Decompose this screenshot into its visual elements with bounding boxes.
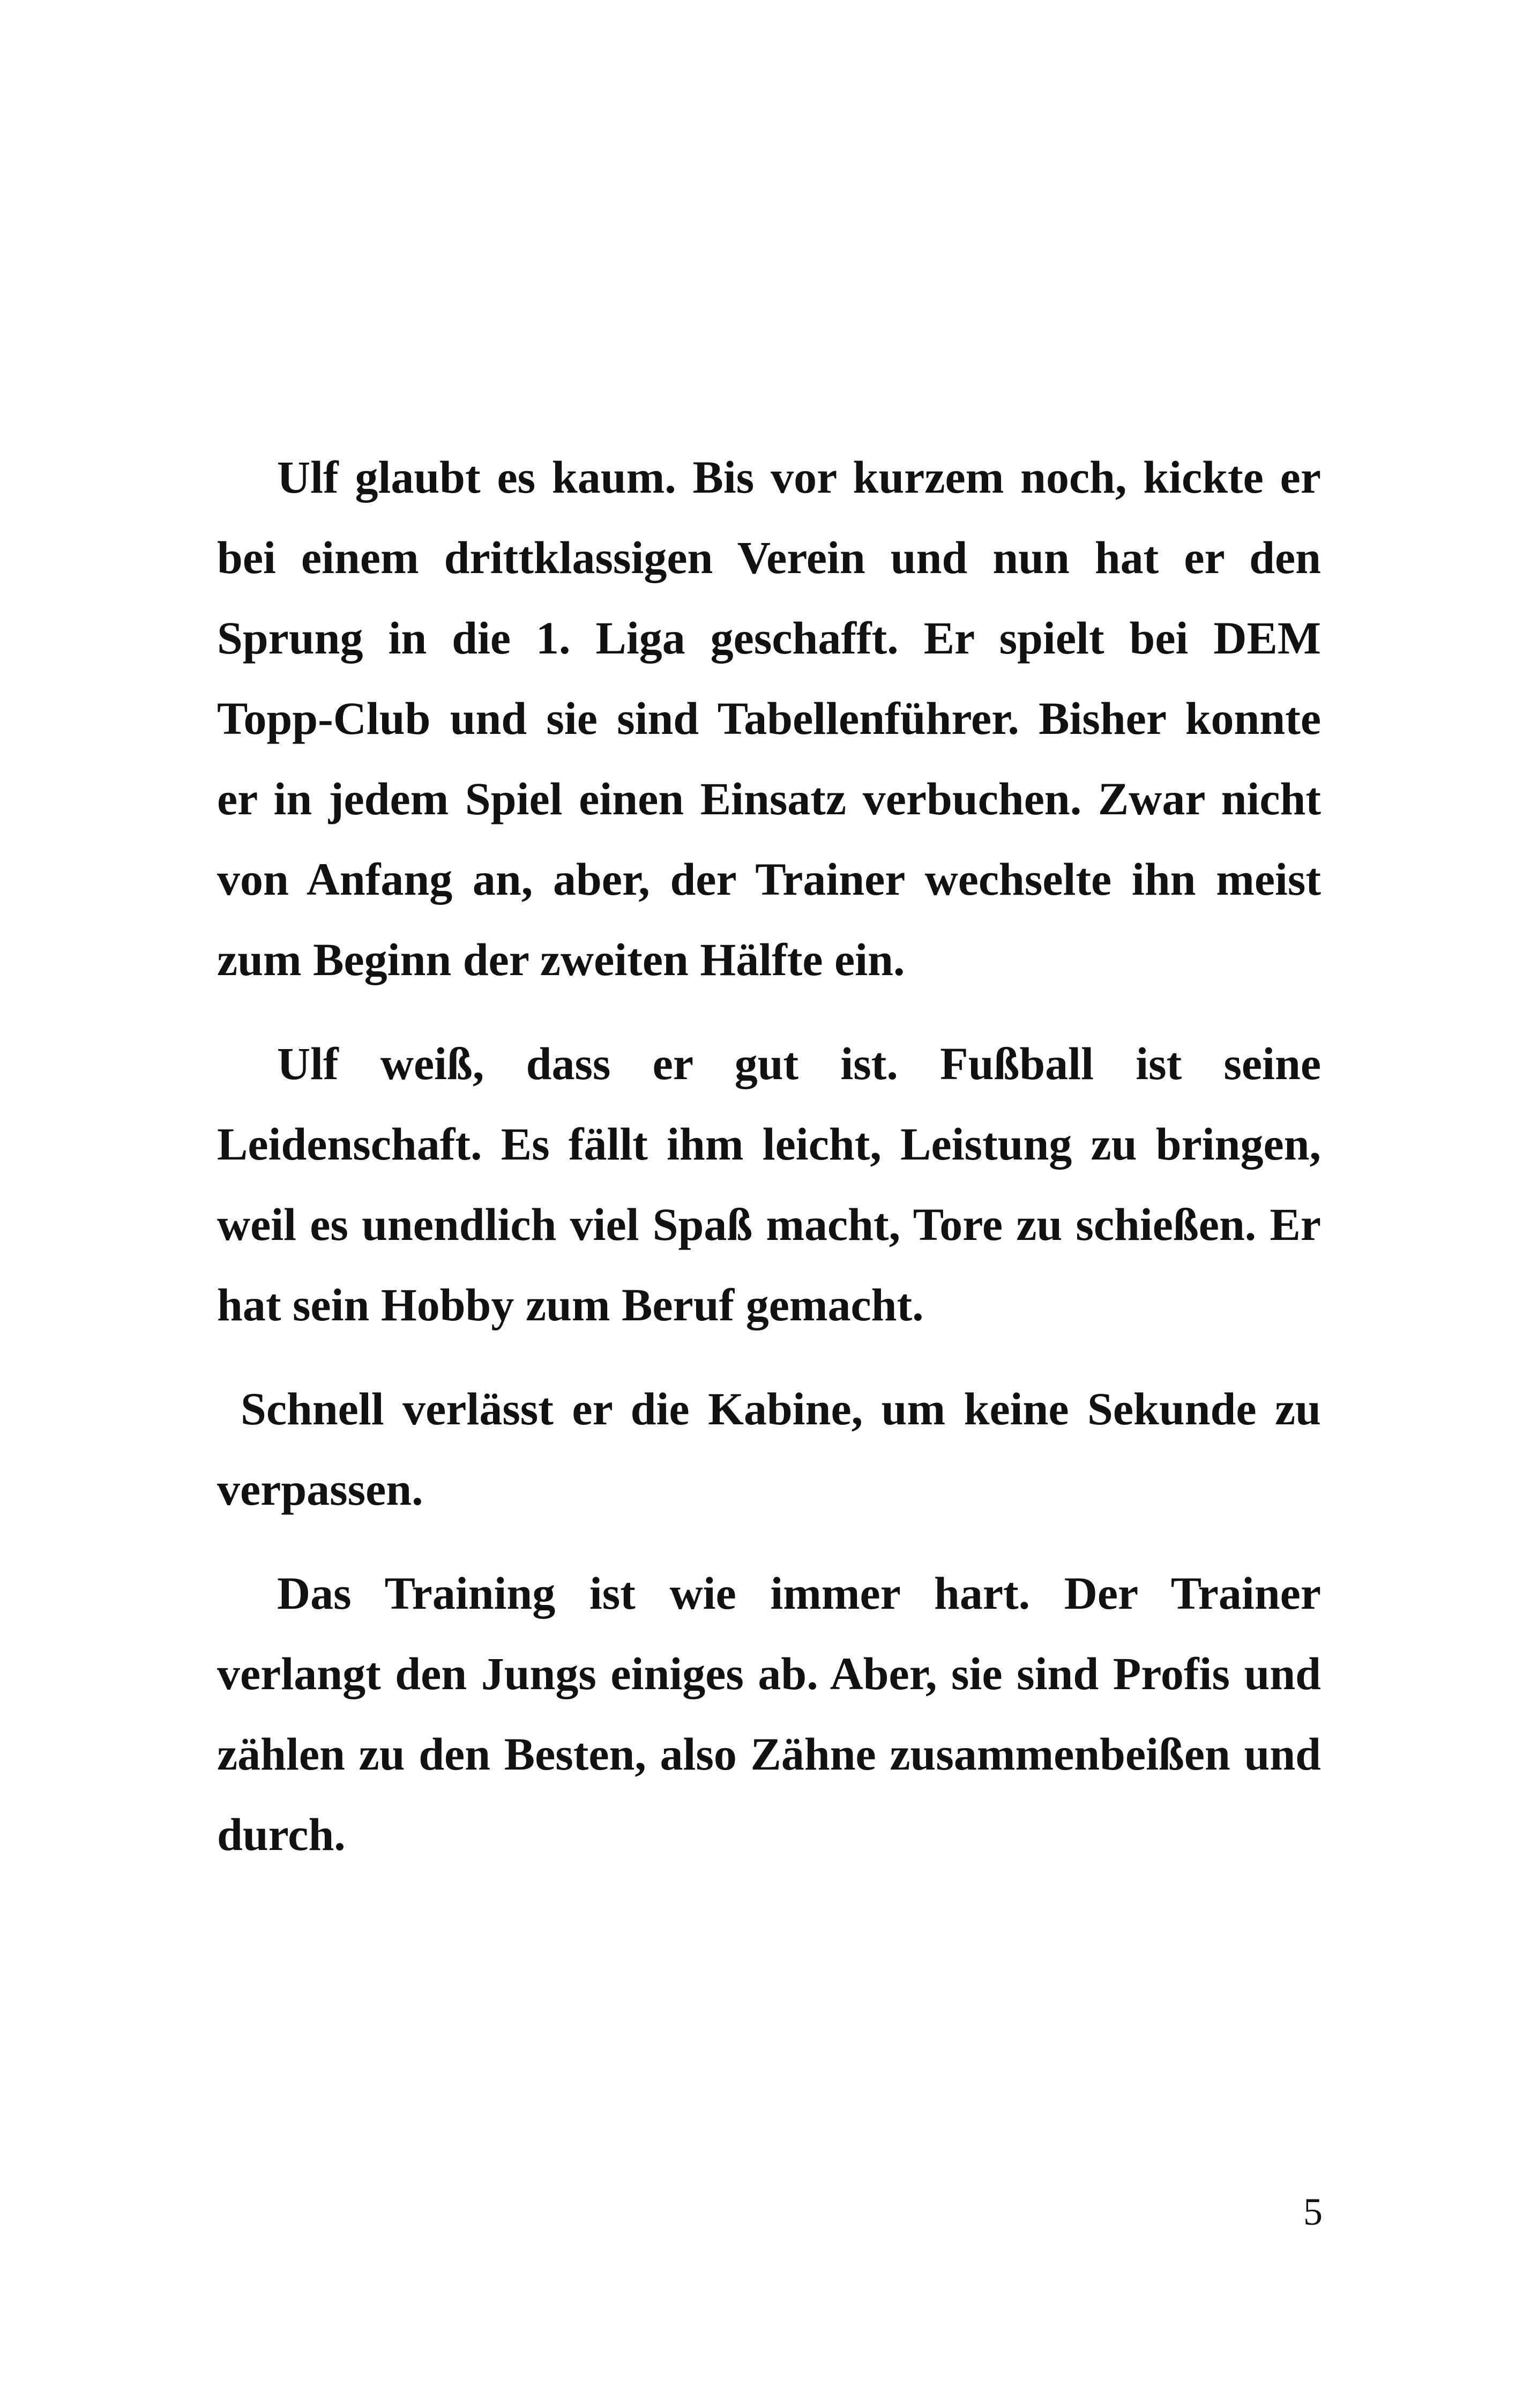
- page-number: 5: [1303, 2190, 1323, 2233]
- paragraph-2: Ulf weiß, dass er gut ist. Fußball ist seine Leidenschaft. Es fällt ihm leicht, Leistung zu bringen, weil es unendlich viel Spaß macht, Tore zu schießen. Er hat sein Hobby zum Beruf gemacht.: [217, 1038, 1321, 1331]
- body-text: [217, 437, 1321, 1875]
- paragraph-1: Ulf glaubt es kaum. Bis vor kurzem noch, kickte er bei einem drittklassigen Verein und nun hat er den Sprung in die 1. Liga geschafft. Er spielt bei DEM Topp-Club und sie sind Tabellenführer. Bisher konnte er in jedem Spiel einen Einsatz verbuchen. Zwar nicht von Anfang an, aber, der Trainer wechselte ihn meist zum Beginn der zweiten Hälfte ein.: [217, 451, 1321, 985]
- paragraph-4: Das Training ist wie immer hart. Der Trainer verlangt den Jungs einiges ab. Aber, sie sind Profis und zählen zu den Besten, also Zähne zusammenbeißen und durch.: [217, 1567, 1321, 1860]
- paragraph-3: Schnell verlässt er die Kabine, um keine Sekunde zu verpassen.: [217, 1383, 1321, 1515]
